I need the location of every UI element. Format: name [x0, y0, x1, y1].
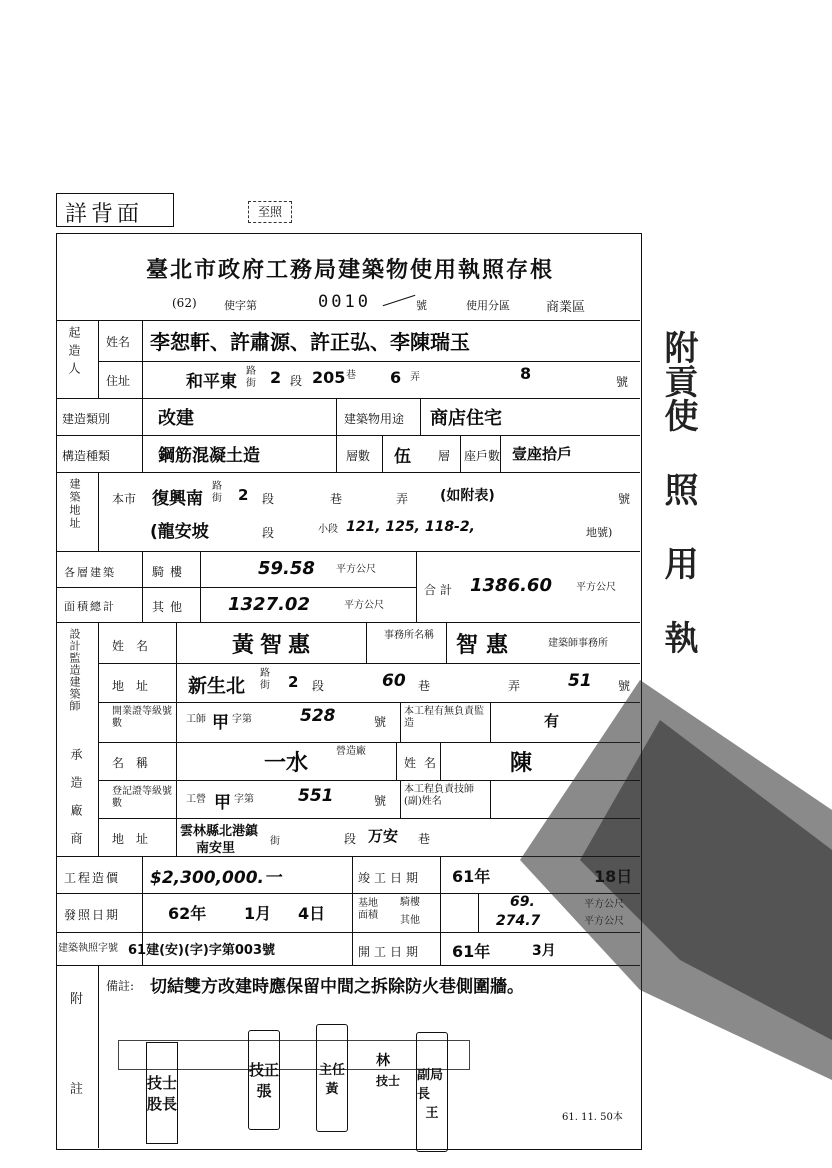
- rule: [460, 435, 461, 472]
- remarks-label: 備註:: [106, 979, 135, 993]
- architect-number: 51: [568, 671, 592, 691]
- sign-name-3: 黃: [325, 1082, 339, 1097]
- site-arcade-value: 69.: [510, 894, 535, 910]
- permit-suffix: 號: [416, 299, 427, 312]
- area-arcade-value: 59.58: [258, 558, 315, 579]
- contractor-name-label: 名稱: [112, 756, 161, 770]
- permit-value: 61建(安)(字)字第003號: [128, 943, 275, 958]
- rule: [352, 856, 353, 965]
- torn-corner-shadow: [490, 660, 832, 1080]
- site-other-value: 274.7: [496, 913, 541, 929]
- rule: [56, 398, 640, 399]
- applicant-name-label: 姓名: [106, 335, 131, 349]
- rule: [98, 622, 99, 856]
- units-value: 壹座拾戶: [512, 445, 573, 463]
- site-alley-unit: 弄: [396, 492, 409, 506]
- category-value: 改建: [158, 408, 194, 429]
- contractor-reg-unit: 號: [374, 794, 387, 808]
- sign-name-2: 張: [256, 1082, 272, 1100]
- floors-unit: 層: [438, 449, 451, 463]
- site-area-label: 基地面積: [358, 898, 378, 921]
- contractor-addr-lane: 万安: [368, 827, 399, 845]
- cost-value: $2,300,000.一: [150, 868, 282, 888]
- rule: [416, 551, 417, 622]
- contractor-reg-label: 登記證等級號數: [112, 786, 172, 809]
- rule: [98, 965, 99, 1148]
- signature-stamp-1: [146, 1042, 178, 1144]
- contractor-addr-value: 雲林縣北港鎮: [180, 824, 259, 839]
- form-title: 臺北市政府工務局建築物使用執照存根: [145, 257, 554, 283]
- rule: [400, 702, 401, 742]
- site-lot-unit: 地號): [586, 526, 613, 539]
- contractor-name-suffix: 營造廠: [336, 746, 366, 757]
- contractor-reg-word: 字第: [234, 794, 254, 805]
- rule: [56, 472, 640, 473]
- rule: [336, 398, 337, 472]
- rule: [382, 435, 383, 472]
- area-arcade-label: 騎樓: [152, 565, 189, 579]
- site-number-unit: 號: [618, 492, 631, 506]
- rule: [56, 622, 640, 623]
- contractor-name-value: 一水: [264, 751, 309, 776]
- rule: [176, 622, 177, 856]
- category-label: 建造類別: [62, 412, 111, 426]
- area-other-value: 1327.02: [228, 594, 310, 615]
- site-road: 復興南: [152, 489, 203, 509]
- sign-label-1: 技士: [147, 1074, 178, 1092]
- issue-month: 1月: [244, 904, 272, 923]
- applicant-section: 2: [270, 368, 282, 387]
- contractor-rep-value: 陳: [510, 751, 533, 776]
- rule: [56, 551, 640, 552]
- floors-value: 伍: [394, 447, 411, 467]
- applicant-road: 和平東: [186, 372, 237, 392]
- rule: [56, 320, 640, 321]
- architect-supervisor-label: 本工程有無負責監造: [404, 706, 484, 729]
- cost-label: 工程造價: [64, 871, 121, 885]
- rule: [98, 320, 99, 398]
- zone-label: 使用分區: [466, 299, 510, 312]
- site-number-note: (如附表): [440, 488, 495, 504]
- issue-day: 4日: [298, 904, 326, 923]
- sign-label-2: 股長: [147, 1095, 178, 1113]
- sign-name-4: 王: [425, 1105, 439, 1121]
- sign-title-3: 主任: [318, 1063, 345, 1078]
- sign-title-2: 技正: [249, 1061, 280, 1079]
- rule: [400, 780, 401, 818]
- side-text: 附貢使 照 用 執: [658, 330, 698, 654]
- rule: [200, 551, 201, 622]
- architect-road-unit: 路街: [260, 668, 270, 691]
- rule: [56, 587, 416, 588]
- contractor-addr-section-unit: 段: [344, 832, 357, 846]
- architect-section: 2: [288, 673, 299, 691]
- start-label: 開工日期: [358, 945, 423, 959]
- site-arcade-label: 騎樓: [400, 897, 420, 908]
- site-other-label: 其他: [400, 915, 420, 926]
- area-total-unit: 平方公尺: [576, 582, 616, 593]
- site-section-unit: 段: [262, 492, 275, 506]
- applicant-lane: 205: [312, 368, 346, 387]
- rule: [478, 893, 479, 932]
- signature-title-1: 技士: [376, 1074, 401, 1088]
- site-land-sub: 小段: [318, 524, 338, 535]
- architect-road: 新生北: [188, 675, 246, 697]
- back-side-tag-box: [56, 193, 174, 227]
- permit-prefix: (62): [172, 296, 197, 310]
- rule: [98, 472, 99, 551]
- area-label-bottom: 面積總計: [64, 600, 116, 613]
- area-label-top: 各層建築: [64, 566, 116, 579]
- architect-lane: 60: [382, 671, 406, 691]
- site-lane-unit: 巷: [330, 492, 343, 506]
- structure-value: 鋼筋混凝土造: [158, 446, 260, 466]
- architect-number-unit: 號: [618, 679, 631, 693]
- applicant-alley-unit: 弄: [410, 372, 420, 383]
- contractor-group-label: 承造廠商: [69, 748, 83, 860]
- architect-license-unit: 號: [374, 715, 387, 729]
- contractor-tech-label: 本工程負責技師(副)姓名: [404, 784, 474, 807]
- issue-year: 62年: [168, 904, 207, 923]
- architect-office-suffix: 建築師事務所: [548, 638, 608, 649]
- rule: [56, 435, 640, 436]
- permit-number: 0010: [318, 292, 371, 312]
- rule: [142, 320, 143, 398]
- signature-stamp-2: [248, 1030, 280, 1130]
- signature-name-1: 林: [376, 1053, 390, 1069]
- rule: [142, 551, 143, 622]
- structure-label: 構造種類: [62, 449, 111, 463]
- applicant-address-label: 住址: [106, 374, 131, 388]
- architect-license-number: 528: [300, 706, 336, 726]
- contractor-rep-label: 姓名: [404, 756, 445, 770]
- signature-stamp-4: [416, 1032, 448, 1152]
- start-year: 61年: [452, 942, 491, 961]
- contractor-reg-number: 551: [298, 786, 334, 806]
- start-month: 3月: [532, 943, 556, 959]
- remarks-group-label-top: 附: [70, 992, 84, 1007]
- site-land-section-unit: 段: [262, 526, 275, 540]
- rule: [500, 435, 501, 472]
- rule: [396, 742, 397, 780]
- architect-license-prefix: 工師: [186, 714, 206, 725]
- applicant-alley: 6: [390, 368, 402, 387]
- area-arcade-unit: 平方公尺: [336, 564, 376, 575]
- area-other-label: 其他: [152, 600, 189, 614]
- rule: [366, 622, 367, 663]
- contractor-reg-grade: 甲: [214, 793, 231, 813]
- contractor-addr-lane-unit: 巷: [418, 832, 431, 846]
- sign-title-4: 副局長: [417, 1067, 444, 1102]
- permit-label: 建築執照字號: [58, 943, 118, 954]
- small-stamp: 至照: [248, 201, 292, 223]
- contractor-addr-sub: 南安里: [196, 841, 236, 856]
- architect-license-word: 字第: [232, 714, 252, 725]
- rule: [420, 398, 421, 435]
- remarks-value: 切結雙方改建時應保留中間之拆除防火巷側圍牆。: [150, 977, 524, 997]
- architect-office-value: 智惠: [456, 633, 517, 658]
- rule: [98, 361, 640, 362]
- issue-label: 發照日期: [64, 908, 121, 922]
- applicant-section-unit: 段: [290, 374, 303, 388]
- architect-group-label: 設計監造建築師: [68, 628, 81, 712]
- applicant-name-value: 李恕軒、許肅源、許正弘、李陳瑞玉: [150, 330, 470, 354]
- architect-addr-label: 地址: [112, 679, 161, 693]
- contractor-reg-prefix: 工營: [186, 794, 206, 805]
- architect-office-label: 事務所名稱: [384, 630, 434, 641]
- rule: [446, 622, 447, 663]
- architect-name-value: 黃智惠: [232, 633, 317, 658]
- site-group-label: 建築地址: [68, 478, 81, 530]
- permit-word: 使字第: [224, 299, 257, 312]
- architect-name-label: 姓名: [112, 639, 161, 653]
- site-lot-numbers: 121, 125, 118-2,: [346, 519, 475, 535]
- applicant-group-label: 起造人: [67, 326, 81, 380]
- back-side-tag: 詳背面: [65, 202, 144, 227]
- architect-supervisor-value: 有: [544, 712, 560, 730]
- applicant-number: 8: [520, 364, 532, 383]
- architect-section-unit: 段: [312, 679, 325, 693]
- rule: [142, 398, 143, 472]
- rule: [440, 856, 441, 965]
- architect-license-grade: 甲: [212, 713, 229, 733]
- floors-label: 層數: [346, 449, 371, 463]
- site-city: 本市: [112, 492, 137, 506]
- site-land-section: (龍安坡: [150, 522, 209, 542]
- area-total-value: 1386.60: [470, 575, 552, 596]
- form-code: 61. 11. 50本: [562, 1112, 623, 1123]
- complete-label: 竣工日期: [358, 871, 423, 885]
- architect-alley-unit: 弄: [508, 679, 521, 693]
- architect-lane-unit: 巷: [418, 679, 431, 693]
- complete-value: 61年: [452, 867, 491, 886]
- applicant-road-unit: 路街: [246, 366, 256, 389]
- zone-value: 商業區: [546, 300, 586, 315]
- remarks-group-label-bottom: 註: [70, 1082, 84, 1097]
- units-label: 座戶數: [464, 449, 501, 463]
- use-value: 商店住宅: [430, 408, 502, 429]
- contractor-addr-label: 地址: [112, 832, 161, 846]
- signature-stamp-3: [316, 1024, 348, 1132]
- contractor-addr-unit: 街: [270, 836, 280, 847]
- applicant-lane-unit: 巷: [346, 370, 356, 381]
- area-total-label: 合計: [424, 583, 457, 597]
- site-section: 2: [238, 486, 249, 504]
- architect-license-label: 開業證等級號數: [112, 706, 172, 729]
- site-road-unit: 路街: [212, 481, 222, 504]
- use-label: 建築物用途: [344, 412, 405, 426]
- applicant-number-unit: 號: [616, 375, 629, 389]
- area-other-unit: 平方公尺: [344, 600, 384, 611]
